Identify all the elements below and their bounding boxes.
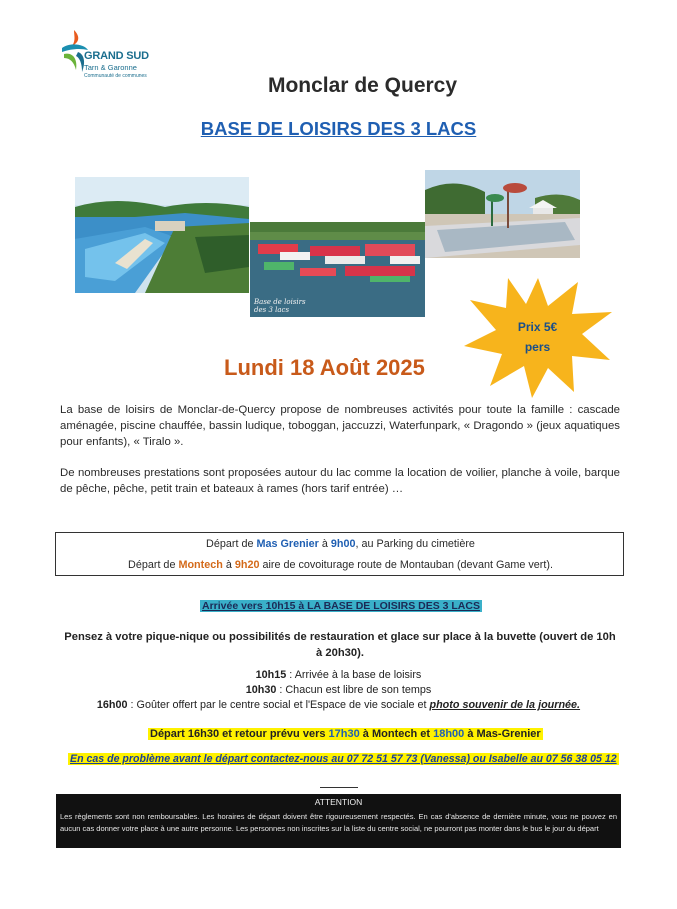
description-paragraph: De nombreuses prestations sont proposées autour du lac comme la location de voilier, planche à voile, barque de pêche, pêche, petit train et bateaux à rames (hors tarif entrée) … xyxy=(60,467,620,495)
departure-location: aire de covoiturage route de Montauban (devant Game vert). xyxy=(259,559,553,571)
schedule-time: 16h00 xyxy=(96,699,128,711)
town-title: Monclar de Quercy xyxy=(267,74,458,97)
schedule-emphasis: photo souvenir de la journée. xyxy=(429,699,581,711)
page-title: BASE DE LOISIRS DES 3 LACS xyxy=(200,118,477,139)
departure-prefix: Départ de xyxy=(206,538,257,550)
schedule-item xyxy=(0,669,677,681)
schedule-text: : Arrivée à la base de loisirs xyxy=(286,669,422,681)
return-time-mas-grenier: 18h00 xyxy=(433,728,465,740)
schedule-time: 10h30 xyxy=(245,684,277,696)
departure-time: 9h00 xyxy=(330,538,356,550)
pool-photo xyxy=(75,177,249,293)
logo-brand: GRAND SUD xyxy=(84,50,149,62)
splash-pad-photo xyxy=(425,170,580,258)
schedule-text: : Goûter offert par le centre social et l'Espace de vie sociale et xyxy=(127,699,430,711)
schedule-item xyxy=(0,699,677,711)
logo-tagline: Communauté de communes xyxy=(84,73,147,79)
contact-banner: En cas de problème avant le départ contactez-nous au 07 72 51 57 73 (Vanessa) ou Isabelle au 07 56 38 05 12 xyxy=(70,753,617,765)
photo-caption: Base de loisirs des 3 lacs xyxy=(254,298,306,314)
waterpark-photo xyxy=(250,222,425,317)
departure-place: Mas Grenier xyxy=(256,538,319,550)
return-time-montech: 17h30 xyxy=(328,728,360,740)
departure-location: , au Parking du cimetière xyxy=(355,538,475,550)
picnic-note: Pensez à votre pique-nique ou possibilités de restauration et glace sur place à la buvette (ouvert de 10h à 20h30). xyxy=(64,631,616,659)
schedule-text: : Chacun est libre de son temps xyxy=(276,684,432,696)
departures-box xyxy=(55,532,624,576)
return-banner xyxy=(148,728,543,740)
return-text: à Mas-Grenier xyxy=(464,728,541,740)
starburst-icon xyxy=(460,276,615,400)
price-starburst xyxy=(460,276,615,400)
departure-line xyxy=(56,538,625,550)
return-text: à Montech et xyxy=(359,728,434,740)
departure-mid: à xyxy=(318,538,331,550)
attention-box xyxy=(56,794,621,848)
schedule-item xyxy=(0,684,677,696)
departure-time: 9h20 xyxy=(234,559,260,571)
attention-text: Les règlements sont non remboursables. Les horaires de départ doivent être rigoureusement respectés. En cas d'absence de dernière minute, vous ne pouvez en aucun cas donner votre place à une autre personne. Les personnes non inscrites sur la liste du centre social, ne pourront pas monter dans le bus le jour du départ xyxy=(60,812,617,833)
departure-prefix: Départ de xyxy=(128,559,179,571)
price-line1: Prix 5€ xyxy=(517,320,558,334)
logo-subtitle: Tarn & Garonne xyxy=(84,63,137,72)
departure-line xyxy=(56,559,625,571)
attention-title: ATTENTION xyxy=(314,797,363,807)
description-paragraph: La base de loisirs de Monclar-de-Quercy propose de nombreuses activités pour toute la famille : cascade aménagée, piscine chauffée, bassin ludique, toboggan, jaccuzzi, Waterfunpark, « Dragondo » (jeux aquatiques pour enfants), « Tiralo ». xyxy=(60,404,620,448)
price-line2: pers xyxy=(524,340,551,354)
return-text: Départ 16h30 et retour prévu vers xyxy=(150,728,329,740)
arrival-banner: Arrivée vers 10h15 à LA BASE DE LOISIRS DES 3 LACS xyxy=(202,600,480,612)
departure-mid: à xyxy=(222,559,235,571)
event-date: Lundi 18 Août 2025 xyxy=(224,355,425,380)
departure-place: Montech xyxy=(178,559,223,571)
divider xyxy=(320,787,358,788)
schedule-time: 10h15 xyxy=(255,669,287,681)
